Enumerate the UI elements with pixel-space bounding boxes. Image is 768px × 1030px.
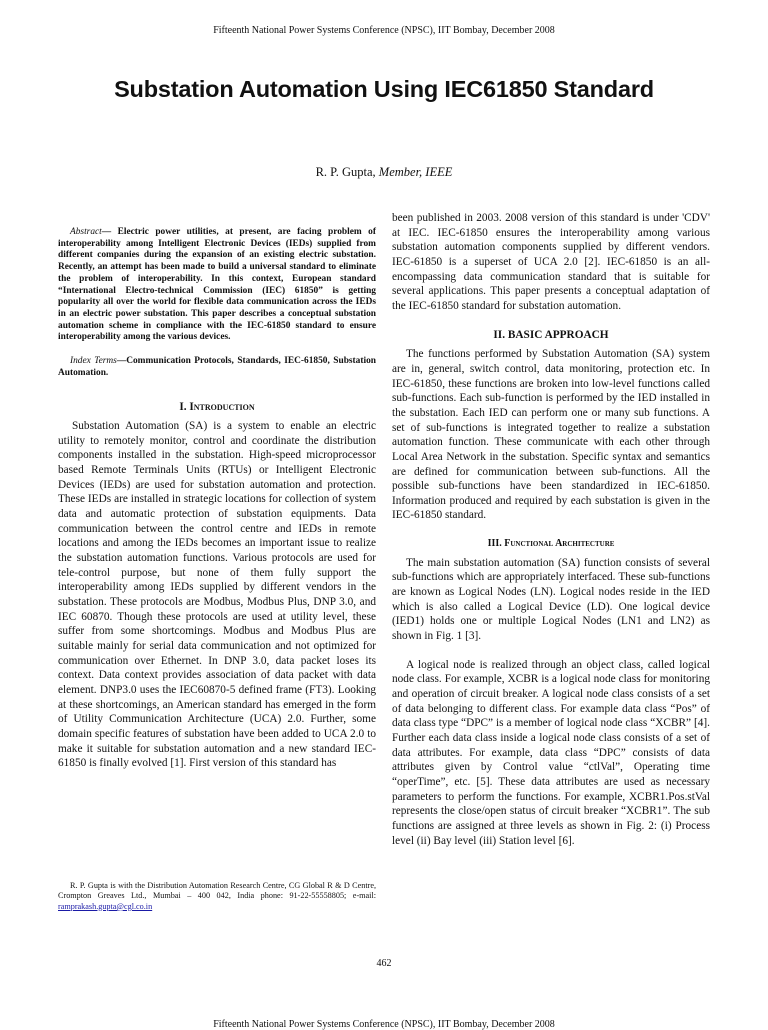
- section-heading-functional-architecture: [392, 537, 710, 552]
- email-link[interactable]: ramprakash.gupta@cgl.co.in: [58, 901, 153, 911]
- section-heading-introduction: [58, 400, 376, 415]
- section-heading-basic-approach: II. BASIC APPROACH: [493, 328, 609, 341]
- paper-title: Substation Automation Using IEC61850 Standard: [114, 76, 654, 102]
- section-title: Functional Architecture: [504, 538, 615, 550]
- running-footer: Fifteenth National Power Systems Conference (NPSC), IIT Bombay, December 2008: [213, 1019, 555, 1030]
- left-column: [58, 227, 376, 771]
- functional-paragraph-1: The main substation automation (SA) function consists of several sub-functions which are appropriately interfaced. These sub-functions are known as Logical Nodes (LN). Logical nodes reside in the IED which is also called a Logical Device (LD). One logical device (IED1) holds one or multiple Logical Nodes (LN1 and LN2) as shown in Fig. 1 [3].: [392, 556, 710, 643]
- section-title: Introduction: [189, 401, 255, 414]
- section-numeral: III.: [487, 538, 505, 550]
- index-terms-label: Index Terms: [70, 356, 117, 367]
- right-column: [392, 211, 710, 848]
- author-name: R. P. Gupta,: [315, 165, 379, 179]
- abstract-text: — Electric power utilities, at present, are facing problem of interoperability among Intelligent Electronic Devices (IEDs) supplied from different companies during the expansion of an existing electric substation. Recently, an attempt has been made to build a universal standard to eliminate the problem of interoperability. In this context, European standard “International Electro-technical Commission (IEC) 61850” is getting popularity all over the world for flexible data communication across the IEDs in an electric power substation. This paper describes a conceptual substation automation scheme in compliance with the IEC-61850 standard to ensure interoperability among the various devices.: [58, 227, 376, 343]
- page-number: 462: [376, 958, 392, 969]
- author-line: [0, 165, 768, 180]
- introduction-paragraph: Substation Automation (SA) is a system to enable an electric utility to remotely monitor, control and coordinate the distribution components installed in the substation. High-speed microprocessor based Remote Terminals Units (RTUs) or Intelligent Electronic Devices (IEDs) are used for substation automation and protection. These IEDs are installed in strategic locations for collection of system data and automatic protection of substation equipments. Data communication between the control centre and IEDs in remote locations and among the IEDs becomes an important issue to realize the substation automation functions. Various protocols are used for tele-control purpose, but none of them fully support the interoperability among IEDs supplied by different vendors in the substation. These protocols are Modbus, Modbus Plus, DNP 3.0, and IEC 60870. Though these protocols are used at utility level, these suffer from some shortcomings. Modbus and Modbus Plus are suitable mainly for serial data communication and not optimized for communication over Ethernet. In DNP 3.0, data packet loses its context. Data context provides association of data packet with data element. DNP3.0 uses the IEC60870-5 defined frame (FT3). Looking at these shortcomings, an American standard has emerged in the form of Utility Communication Architecture (UCA) 2.0. Further, some domain specific features of substation have been added to UCA 2.0 to make it suitable for substation automation and a new standard IEC-61850 is finally evolved [1]. First version of this standard has: [58, 420, 376, 770]
- section-numeral: I.: [179, 401, 190, 414]
- index-terms: [58, 356, 376, 379]
- author-footnote: [58, 881, 376, 912]
- basic-approach-paragraph: The functions performed by Substation Automation (SA) system are in, general, switch control, data monitoring, protection etc. In IEC-61850, these functions are broken into low-level functions called sub-functions. Each sub-function is performed by the IED installed in the substation. Each IED can perform one or many sub functions. A set of sub-functions is integrated together to realize a substation automation function. These communicate with each other through Local Area Network in the substation. Specific syntax and semantics are defined for communication between sub-functions. All the possible sub-functions have been standardized in IEC-61850. Information produced and required by each substation is given in the IEC-61850 standard.: [392, 348, 710, 522]
- index-terms-text: —Communication Protocols, Standards, IEC-61850, Substation Automation.: [58, 356, 376, 378]
- introduction-continuation: been published in 2003. 2008 version of this standard is under 'CDV' at IEC. IEC-61850 ensures the interoperability among various substation automation components supplied by different vendors. IEC-61850 is a superset of UCA 2.0 [2]. IEC-61850 is an all-encompassing data communication standard that is suitable for several applications. This paper presents a conceptual adaptation of the IEC-61850 standard for substation automation.: [392, 212, 710, 312]
- functional-paragraph-2: A logical node is realized through an object class, called logical node class. For example, XCBR is a logical node class for monitoring and operation of circuit breaker. A logical node class consists of a set of data belonging to different class. For example data class “Pos” of data class type “DPC” is a member of logical node class “XCBR” [4]. Further each data class inside a logical node class consists of a set of data attributes. For example, data class “DPC” consists of data attributes given by Control value “ctlVal”, Operating time “operTime”, etc. [5]. These data attributes are used as necessary parameters to perform the functions. For example, XCBR1.Pos.stVal represents the close/open status of circuit breaker “XCBR1”. The sub functions are assigned at three levels as shown in Fig. 2: (i) Process level (ii) Bay level (iii) Station level [6].: [392, 658, 710, 847]
- footnote-text: R. P. Gupta is with the Distribution Automation Research Centre, CG Global R & D Centre, Crompton Greaves Ltd., Mumbai – 400 042, India phone: 91-22-55558805; e-mail:: [58, 881, 376, 901]
- abstract-label: Abstract: [70, 227, 102, 237]
- author-affiliation: Member, IEEE: [378, 165, 453, 179]
- running-header: Fifteenth National Power Systems Conference (NPSC), IIT Bombay, December 2008: [213, 25, 555, 36]
- abstract: [58, 227, 376, 344]
